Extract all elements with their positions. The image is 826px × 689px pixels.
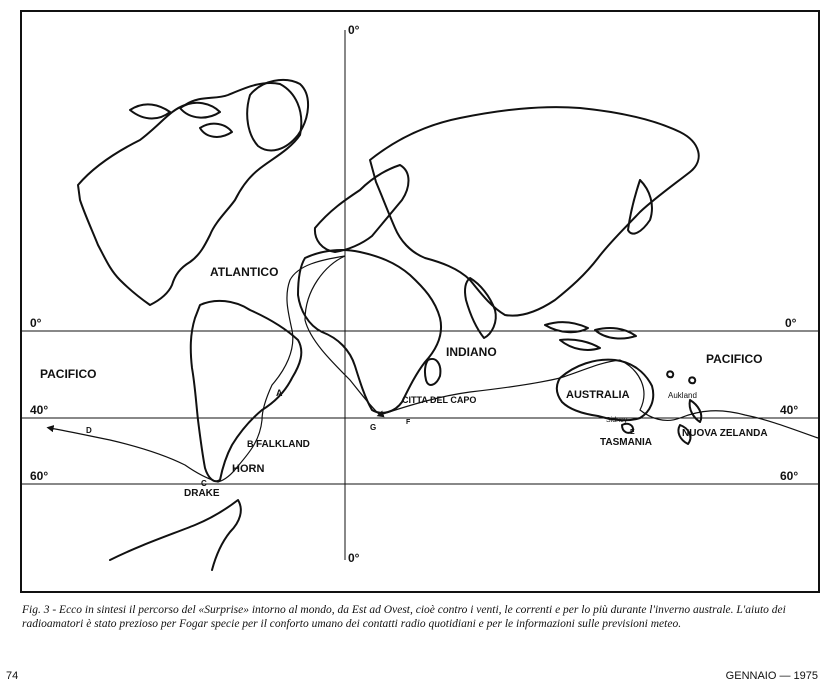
coastlines — [78, 80, 701, 570]
label-pacifico-west: PACIFICO — [40, 367, 97, 381]
label-nuova-zelanda: NUOVA ZELANDA — [682, 428, 768, 439]
madagascar — [425, 359, 440, 385]
route-point-f: F — [406, 419, 411, 426]
lat-60s-label-right: 60° — [780, 469, 799, 483]
route-point-b: B — [247, 439, 254, 449]
meridian-label-bottom: 0° — [348, 551, 360, 565]
lat-60s-label-left: 60° — [30, 469, 49, 483]
south-america — [191, 301, 302, 481]
label-atlantico: ATLANTICO — [210, 265, 279, 279]
label-falkland: FALKLAND — [256, 439, 310, 450]
route-point-e: E — [630, 429, 635, 436]
label-pacifico-east: PACIFICO — [706, 352, 763, 366]
issue-date: GENNAIO — 1975 — [725, 670, 818, 682]
route-atlantic-east — [305, 256, 380, 415]
greenland — [247, 80, 308, 151]
route-point-g: G — [370, 423, 377, 432]
route-point-d: D — [86, 426, 92, 435]
figure-caption: Fig. 3 - Ecco in sintesi il percorso del «Surprise» intorno al mondo, da Est ad Ovest, cioè contro i venti, le correnti e per lo più durante l'inverno australe. L'aiuto dei radioamatori è stato prezioso per Fogar specie per il conforto umano dei contatti radio quotidiani e per le informazioni sulle previsioni meteo. — [22, 604, 786, 630]
lat-40s-label-left: 40° — [30, 403, 49, 417]
label-citta-del-capo: CITTA DEL CAPO — [402, 395, 477, 405]
label-horn: HORN — [232, 463, 265, 475]
label-drake: DRAKE — [184, 488, 220, 499]
pacific-islands — [667, 371, 695, 383]
europe — [315, 165, 409, 252]
route-atlantic-outbound — [238, 256, 345, 466]
route-point-c: C — [201, 479, 207, 488]
india — [465, 278, 496, 338]
equator-label-left: 0° — [30, 316, 42, 330]
route-point-a: A — [276, 388, 283, 398]
lat-40s-label-right: 40° — [780, 403, 799, 417]
label-australia: AUSTRALIA — [566, 389, 630, 401]
arctic-islands — [130, 103, 232, 137]
equator-label-right: 0° — [785, 316, 797, 330]
label-aukland: Aukland — [668, 391, 697, 400]
page-number: 74 — [6, 670, 19, 682]
label-indiano: INDIANO — [446, 345, 497, 359]
voyage-route — [50, 256, 818, 482]
meridian-label-top: 0° — [348, 23, 360, 37]
label-sidney: Sidney — [606, 417, 628, 424]
route-horn-drake — [50, 428, 238, 482]
japan — [628, 180, 652, 234]
label-tasmania: TASMANIA — [600, 437, 653, 448]
indonesia — [545, 322, 636, 350]
antarctic-peninsula — [110, 500, 241, 570]
